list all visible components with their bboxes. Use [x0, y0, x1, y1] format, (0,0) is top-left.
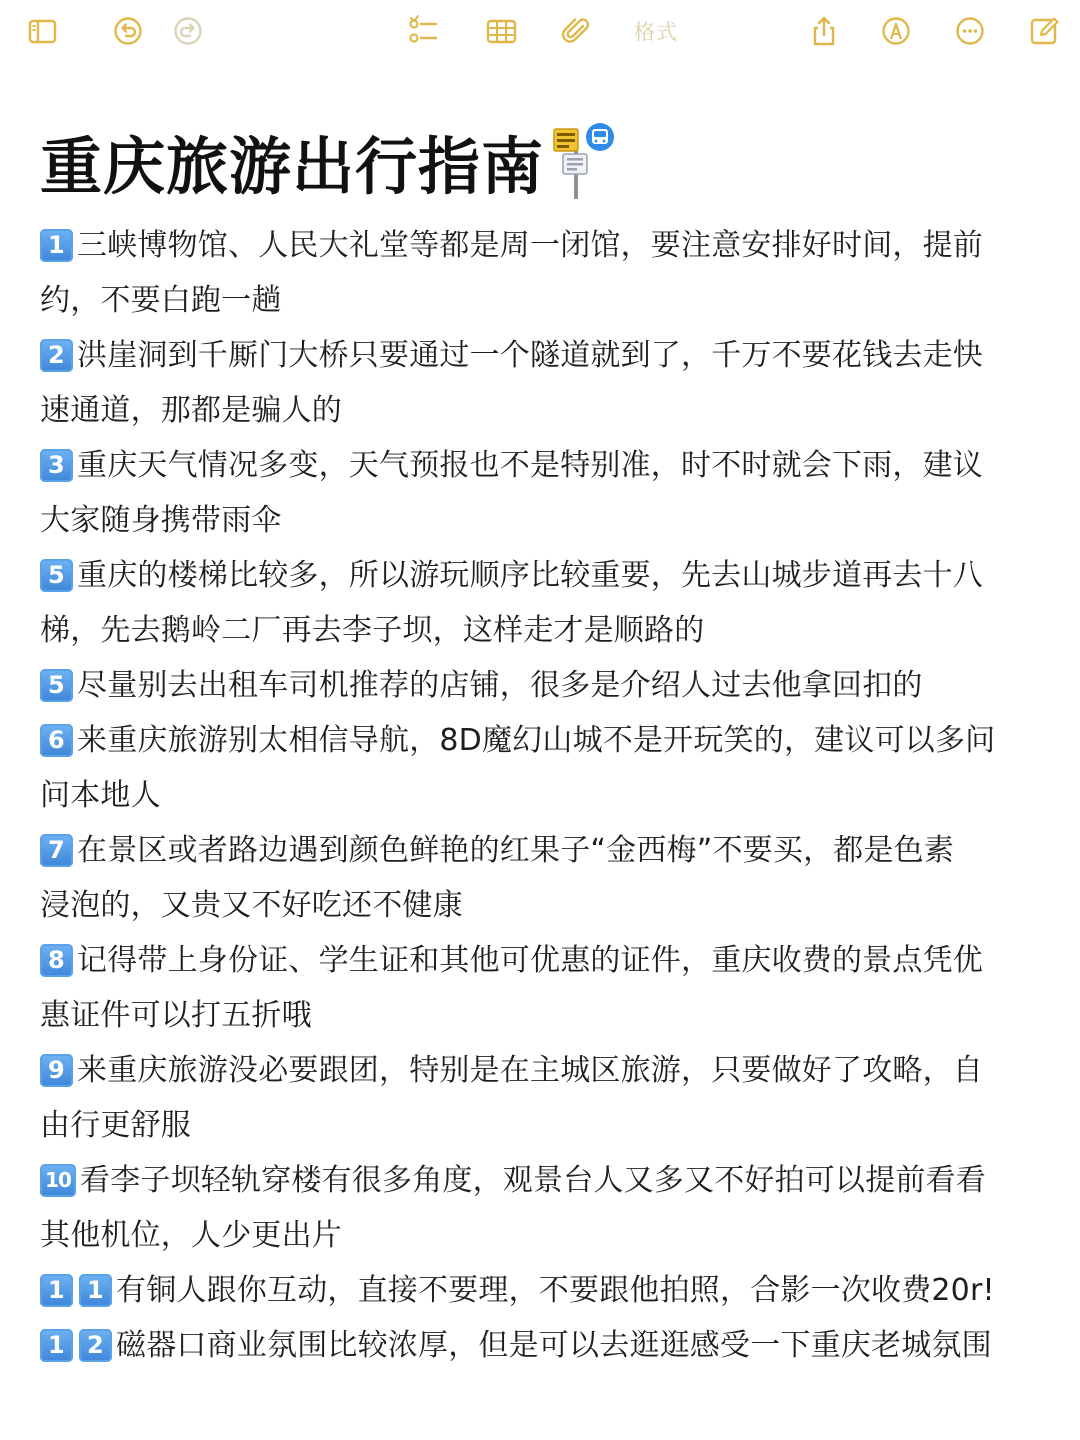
note-line-text: 重庆天气情况多变，天气预报也不是特别准，时不时就会下雨，建议	[77, 448, 983, 483]
note-line[interactable]	[40, 218, 1065, 273]
note-line-text: 来重庆旅游别太相信导航，8D魔幻山城不是开玩笑的，建议可以多问	[77, 723, 996, 758]
undo-icon[interactable]	[108, 11, 148, 51]
redo-icon[interactable]	[168, 11, 208, 51]
note-line[interactable]	[40, 603, 1065, 658]
note-line[interactable]	[40, 933, 1065, 988]
more-icon[interactable]	[950, 11, 990, 51]
number-keycap-icon: 8	[40, 944, 73, 977]
note-line-text: 大家随身携带雨伞	[40, 503, 282, 538]
note-line[interactable]	[40, 438, 1065, 493]
note-line-text: 洪崖洞到千厮门大桥只要通过一个隧道就到了，千万不要花钱去走快	[77, 338, 983, 373]
note-line[interactable]	[40, 493, 1065, 548]
note-line-text: 其他机位，人少更出片	[40, 1218, 342, 1253]
note-line-text: 浸泡的，又贵又不好吃还不健康	[40, 888, 463, 923]
note-line[interactable]	[40, 548, 1065, 603]
note-line-text: 重庆的楼梯比较多，所以游玩顺序比较重要，先去山城步道再去十八	[77, 558, 983, 593]
note-line[interactable]	[40, 823, 1065, 878]
note-line-text: 问本地人	[40, 778, 161, 813]
number-keycap-icon: 2	[40, 339, 73, 372]
note-title-row	[40, 118, 620, 204]
markup-icon[interactable]	[876, 11, 916, 51]
note-line-text: 惠证件可以打五折哦	[40, 998, 312, 1033]
note-line-text: 速通道，那都是骗人的	[40, 393, 342, 428]
note-line-text: 在景区或者路边遇到颜色鲜艳的红果子“金西梅”不要买，都是色素	[77, 833, 955, 868]
note-line[interactable]	[40, 1318, 1065, 1373]
note-line-text: 约，不要白跑一趟	[40, 283, 282, 318]
note-line[interactable]	[40, 658, 1065, 713]
bus-stop-icon	[550, 121, 620, 201]
number-keycap-icon: 1	[79, 1274, 112, 1307]
note-line-text: 记得带上身份证、学生证和其他可优惠的证件，重庆收费的景点凭优	[77, 943, 983, 978]
number-keycap-icon: 1	[40, 229, 73, 262]
note-line-text: 看李子坝轻轨穿楼有很多角度，观景台人又多又不好拍可以提前看看	[80, 1163, 986, 1198]
note-line-text: 梯，先去鹅岭二厂再去李子坝，这样走才是顺路的	[40, 613, 705, 648]
note-line[interactable]	[40, 713, 1065, 768]
sidebar-icon[interactable]	[22, 11, 62, 51]
number-keycap-icon: 3	[40, 449, 73, 482]
note-line-text: 磁器口商业氛围比较浓厚，但是可以去逛逛感受一下重庆老城氛围	[116, 1328, 992, 1363]
note-line[interactable]	[40, 1043, 1065, 1098]
note-line[interactable]	[40, 1098, 1065, 1153]
table-icon[interactable]	[481, 11, 521, 51]
number-keycap-icon: 5	[40, 669, 73, 702]
note-title[interactable]: 重庆旅游出行指南	[40, 129, 545, 203]
attachment-icon[interactable]	[556, 11, 596, 51]
number-keycap-icon: 2	[79, 1329, 112, 1362]
number-keycap-icon: 10	[40, 1164, 76, 1197]
note-line-text: 来重庆旅游没必要跟团，特别是在主城区旅游，只要做好了攻略，自	[77, 1053, 983, 1088]
note-body[interactable]	[40, 218, 1065, 1373]
number-keycap-icon: 6	[40, 724, 73, 757]
note-line[interactable]	[40, 1153, 1065, 1208]
note-line-text: 三峡博物馆、人民大礼堂等都是周一闭馆，要注意安排好时间，提前	[77, 228, 983, 263]
number-keycap-icon: 7	[40, 834, 73, 867]
note-line[interactable]	[40, 273, 1065, 328]
format-button[interactable]: 格式	[634, 20, 678, 44]
note-line[interactable]	[40, 878, 1065, 933]
note-line[interactable]	[40, 988, 1065, 1043]
checklist-icon[interactable]	[403, 11, 443, 51]
number-keycap-icon: 1	[40, 1329, 73, 1362]
note-line[interactable]	[40, 768, 1065, 823]
note-line[interactable]	[40, 1208, 1065, 1263]
note-line[interactable]	[40, 383, 1065, 438]
note-line-text: 尽量别去出租车司机推荐的店铺，很多是介绍人过去他拿回扣的	[77, 668, 923, 703]
number-keycap-icon: 1	[40, 1274, 73, 1307]
note-line[interactable]	[40, 328, 1065, 383]
share-icon[interactable]	[804, 11, 844, 51]
compose-icon[interactable]	[1024, 11, 1064, 51]
note-line-text: 有铜人跟你互动，直接不要理，不要跟他拍照，合影一次收费20r!	[116, 1273, 995, 1308]
note-line[interactable]	[40, 1263, 1065, 1318]
note-line-text: 由行更舒服	[40, 1108, 191, 1143]
note-toolbar	[0, 0, 1080, 62]
number-keycap-icon: 5	[40, 559, 73, 592]
number-keycap-icon: 9	[40, 1054, 73, 1087]
